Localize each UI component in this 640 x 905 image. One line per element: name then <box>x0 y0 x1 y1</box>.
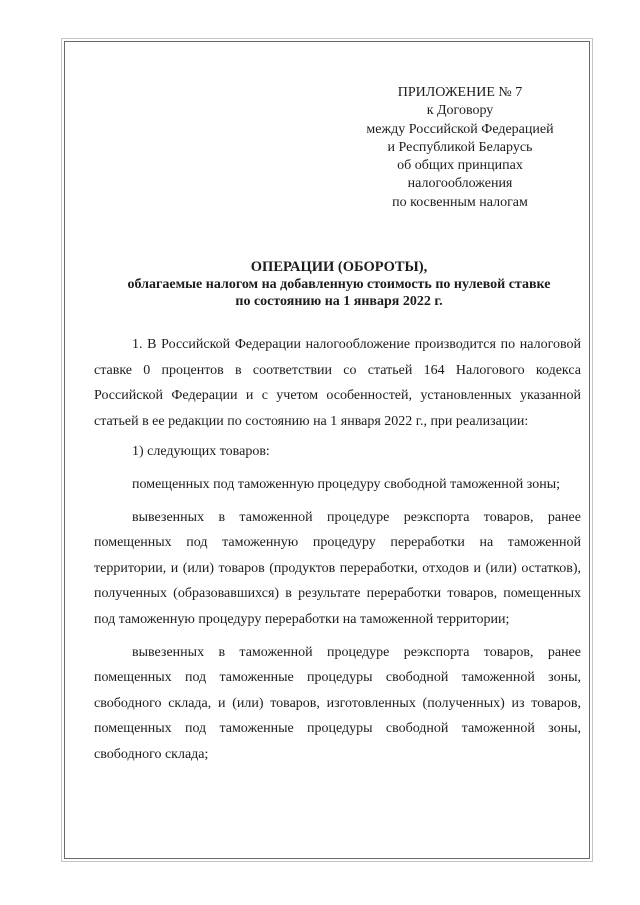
title-line-3: по состоянию на 1 января 2022 г. <box>235 294 443 309</box>
paragraph-2: 1) следующих товаров: <box>132 444 270 460</box>
appendix-line: к Договору <box>426 103 494 119</box>
paragraph-4: вывезенных в таможенной процедуре реэкспорта товаров, ранее помещенных под таможенную процедуру переработки на таможенной территории, и (или) товаров (продуктов переработки, отходов и (или) остатков), полученных (образовавшихся) в результате переработки товаров, помещенных под таможенную процедуру переработки на таможенной территории; <box>94 509 581 627</box>
paragraph-5: вывезенных в таможенной процедуре реэкспорта товаров, ранее помещенных под таможенные процедуры свободной таможенной зоны, свободного склада, и (или) товаров, изготовленных (полученных) из товаров, помещенных под таможенные процедуры свободной таможенной зоны, свободного склада; <box>94 644 581 762</box>
title-line-2: облагаемые налогом на добавленную стоимость по нулевой ставке <box>127 277 551 292</box>
document-title <box>94 259 584 310</box>
appendix-line: и Республикой Беларусь <box>387 139 533 155</box>
paragraph-3: помещенных под таможенную процедуру свободной таможенной зоны; <box>132 476 560 492</box>
paragraph-1: 1. В Российской Федерации налогообложение производится по налоговой ставке 0 процентов в соответствии со статьей 164 Налогового кодекса Российской Федерации и с учетом особенностей, установленных указанной статьей в ее редакции по состоянию на 1 января 2022 г., при реализации: <box>94 337 581 429</box>
appendix-line: об общих принципах <box>397 158 523 174</box>
appendix-line: ПРИЛОЖЕНИЕ № 7 <box>397 85 523 100</box>
appendix-line: между Российской Федерацией <box>366 121 554 137</box>
appendix-line: по косвенным налогам <box>392 194 528 210</box>
appendix-line: налогообложения <box>407 176 513 192</box>
document-body <box>94 332 581 775</box>
title-line-1: ОПЕРАЦИИ (ОБОРОТЫ), <box>250 259 428 275</box>
appendix-header <box>340 84 580 212</box>
